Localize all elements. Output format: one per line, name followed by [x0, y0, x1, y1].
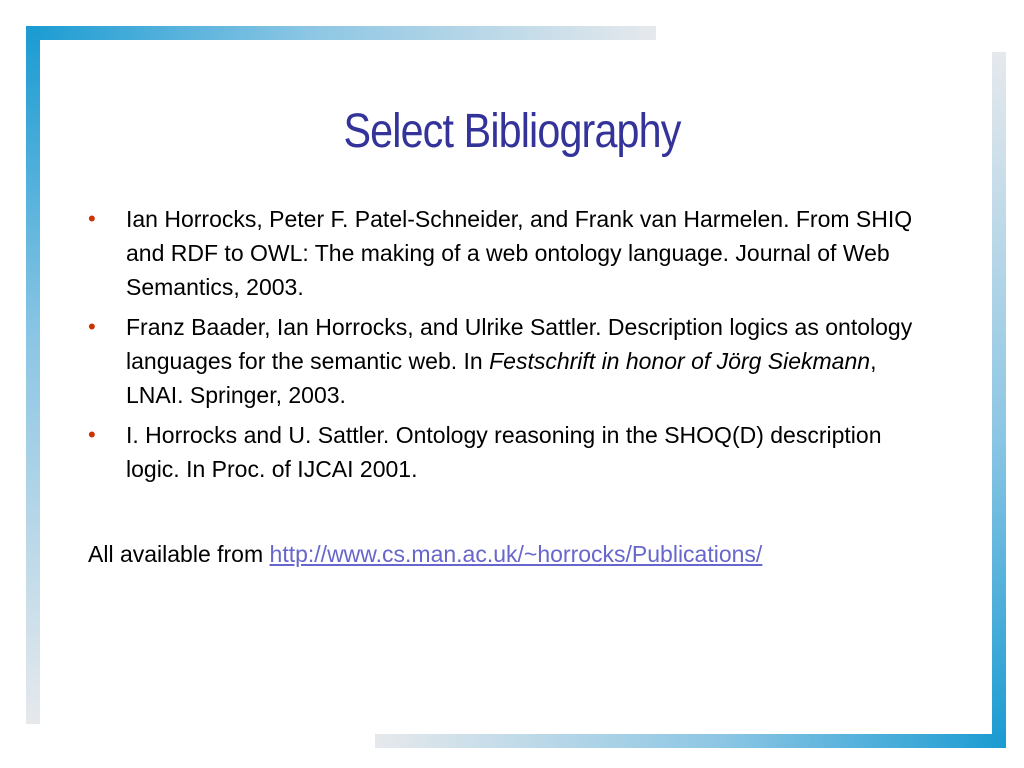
frame-bar-right: [992, 52, 1006, 748]
bullet-icon: •: [88, 422, 96, 447]
frame-bar-bottom: [375, 734, 1006, 748]
reference-italic-title: Festschrift in honor of Jörg Siekmann: [489, 348, 871, 374]
reference-text: I. Horrocks and U. Sattler. Ontology reasoning in the SHOQ(D) description logic. In Proc. of IJCAI 2001.: [126, 422, 882, 482]
bullet-icon: •: [88, 206, 96, 231]
bullet-icon: •: [88, 314, 96, 339]
reference-item: [88, 418, 928, 486]
frame-bar-left: [26, 26, 40, 724]
frame-bar-top: [26, 26, 656, 40]
reference-text-tail: , LNAI. Springer, 2003.: [126, 348, 877, 408]
reference-list: [88, 202, 928, 492]
publications-link[interactable]: http://www.cs.man.ac.uk/~horrocks/Publications/: [269, 541, 763, 567]
reference-item: [88, 310, 928, 412]
reference-text: Franz Baader, Ian Horrocks, and Ulrike Sattler. Description logics as ontology languages for the semantic web. In: [126, 314, 913, 374]
slide-title: Select Bibliography: [343, 105, 681, 158]
availability-prefix: All available from: [88, 541, 270, 567]
reference-text: Ian Horrocks, Peter F. Patel-Schneider, and Frank van Harmelen. From SHIQ and RDF to OWL: The making of a web ontology language. Journal of Web Semantics, 2003.: [126, 206, 913, 300]
reference-item: [88, 202, 928, 304]
availability-line: [88, 537, 968, 571]
